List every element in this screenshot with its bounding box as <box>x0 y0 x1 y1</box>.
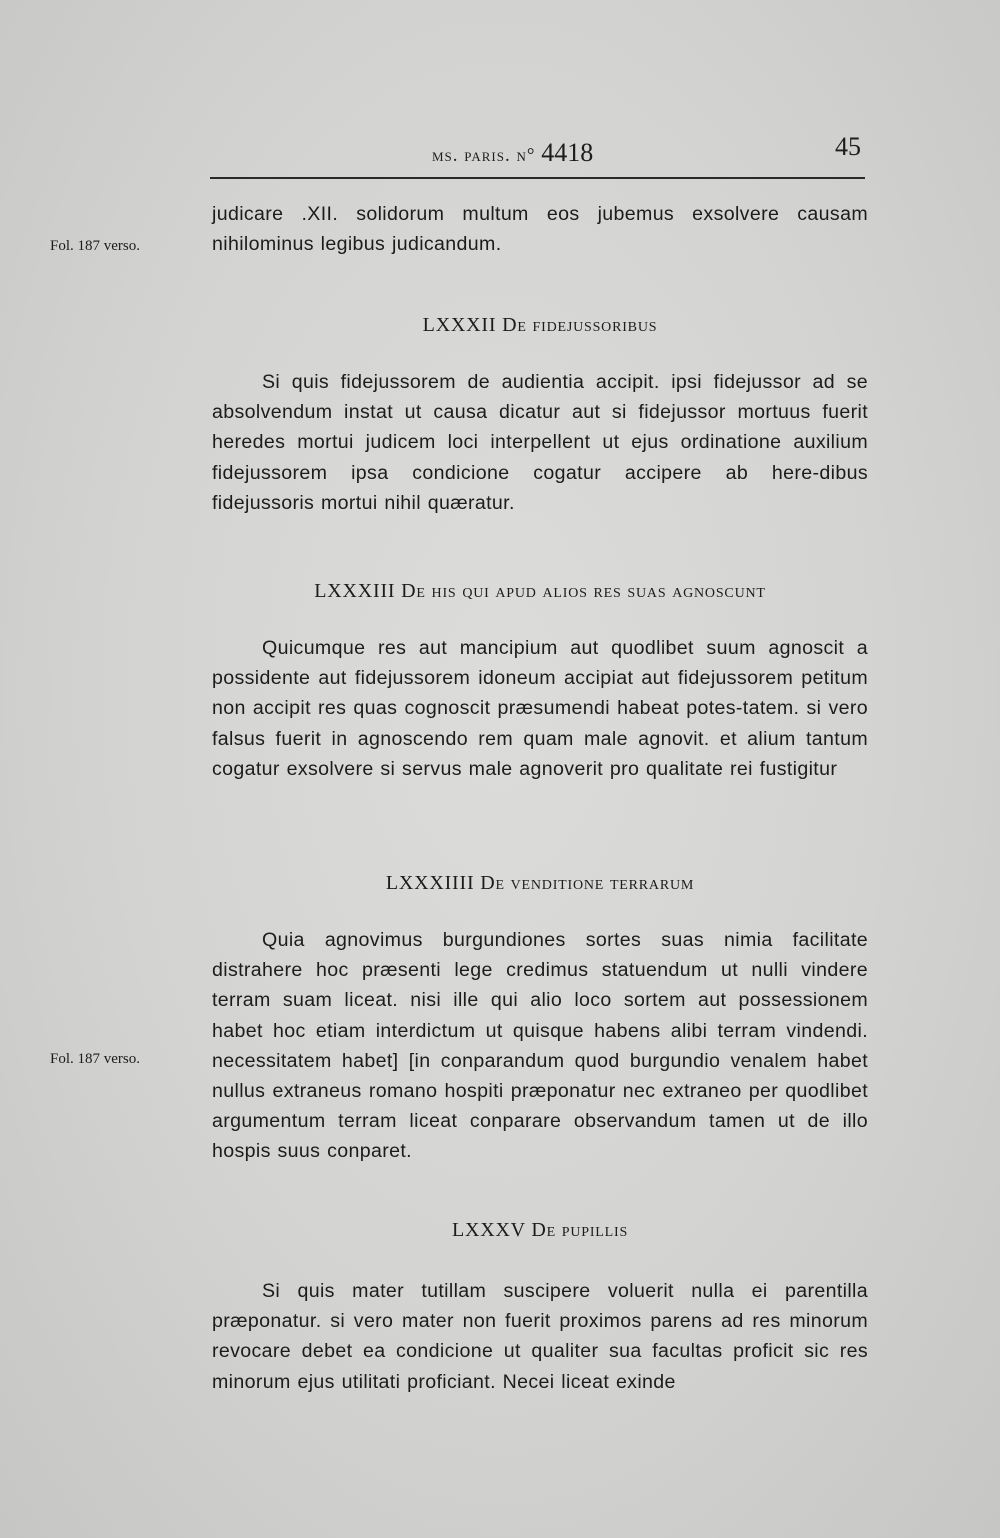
running-title-prefix: ms. paris. n° <box>432 145 536 166</box>
section-85-paragraph <box>212 1276 868 1397</box>
paragraph-text: Quicumque res aut mancipium aut quodlibet suum agnoscit a possidente aut fidejussorem idoneum accipiat aut fidejussorem petitum non accipit res quas cognoscit præsumendi habeat potes-tatem. si vero falsus fuerit in agnoscendo rem quam male agnovit. et alium tantum cogatur exsolvere si servus male agnoverit pro qualitate rei fustigitur <box>212 637 868 780</box>
paragraph-text: Si quis mater tutillam suscipere voluerit nulla ei parentilla præponatur. si vero mater non fuerit proximos parens ad res minorum revocare debet ea condicione ut qualiter sua facultas proficit sic res minorum ejus utilitati proficiant. Necei liceat exinde <box>212 1280 868 1393</box>
section-82-paragraph <box>212 367 868 518</box>
section-heading-85: LXXXV De pupillis <box>451 1219 629 1241</box>
paragraph-text: Si quis fidejussorem de audientia accipit. ipsi fidejussor ad se absolvendum instat ut causa dicatur aut si fidejussor mortuus fuerit heredes mortui judicem loci interpellent ut ejus ordinatione auxilium fidejussorem ipsa condicione cogatur accipere ab here-dibus fidejussoris mortui nihil quæratur. <box>212 371 868 514</box>
running-header <box>210 132 865 172</box>
running-title <box>432 138 593 168</box>
margin-note-folio: Fol. 187 verso. <box>50 238 140 254</box>
manuscript-number: 4418 <box>541 138 594 167</box>
paragraph-text: Quia agnovimus burgundiones sortes suas nimia facilitate distrahere hoc præsenti lege credimus statuendum ut nulli vindere terram suam liceat. nisi ille qui alio loco sortem aut possessionem habet hoc etiam interdictum ut quisque habens alibi terram vindendi. necessitatem habet] [in conparandum quod burgundio venalem habet nullus extraneus romano hospiti præponatur nec extraneo per quodlibet argumentum terram liceat conparare observandum tamen ut de illo hospis suus conparet. <box>212 929 868 1163</box>
header-rule <box>210 177 865 179</box>
section-heading-84: LXXXIIII De venditione terrarum <box>385 872 695 894</box>
page-number: 45 <box>835 132 861 161</box>
section-83-paragraph <box>212 633 868 784</box>
section-heading-83: LXXXIII De his qui apud alios res suas agnoscunt <box>314 580 766 602</box>
section-84-paragraph <box>212 925 868 1167</box>
continuation-paragraph <box>212 199 868 259</box>
paragraph-text: judicare .XII. solidorum multum eos jubemus exsolvere causam nihilominus legibus judicandum. <box>212 203 868 256</box>
margin-note-folio: Fol. 187 verso. <box>50 1051 140 1067</box>
section-heading-82: LXXXII De fidejussoribus <box>422 314 658 336</box>
